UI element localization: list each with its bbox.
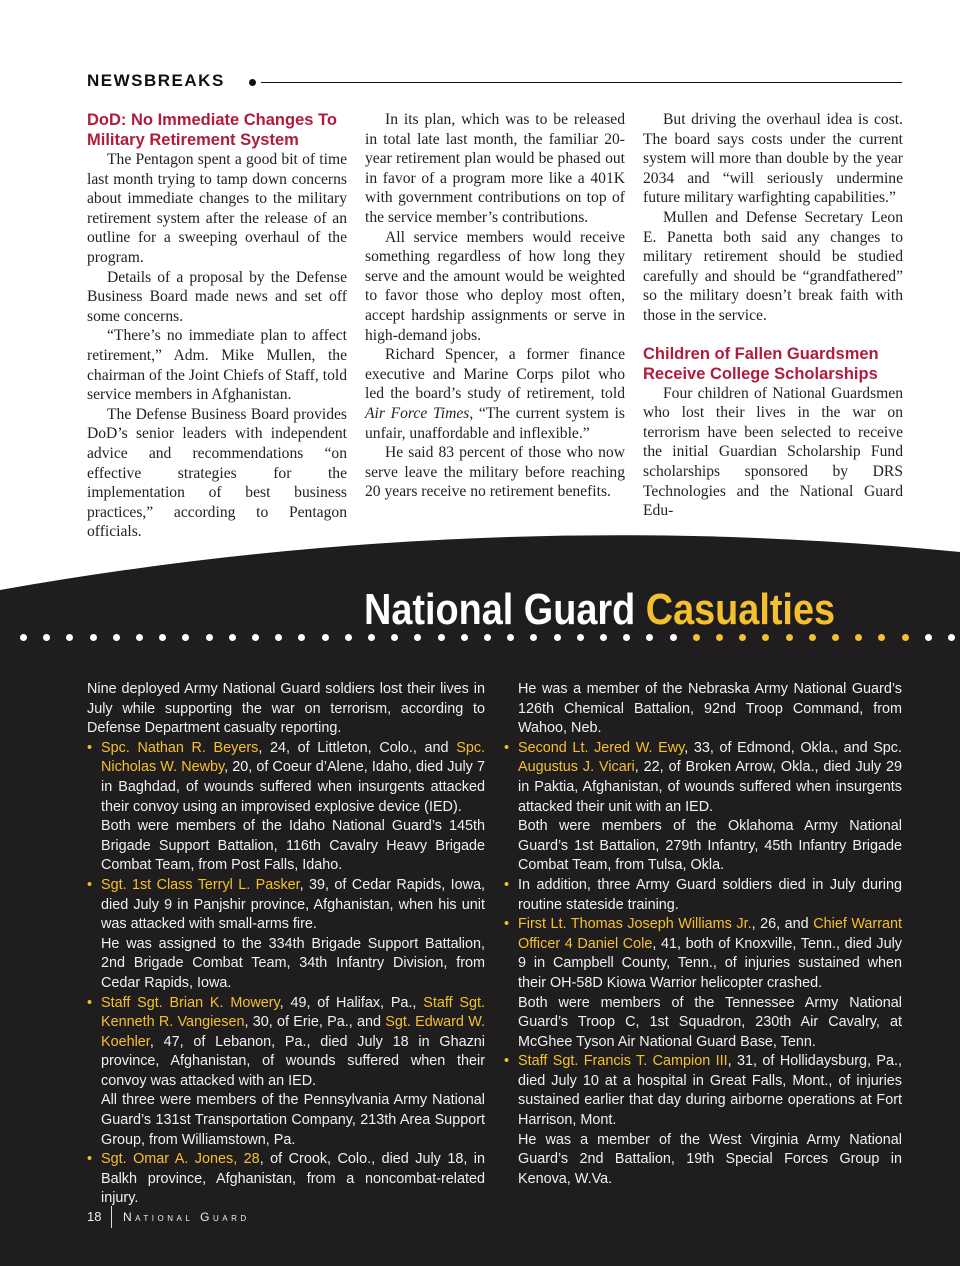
paragraph: Details of a proposal by the Defense Business Board made news and set off some concerns. — [87, 268, 347, 325]
divider-dot — [646, 634, 653, 641]
paragraph-text: , “The current system is unfair, unaffordable and inflexible.” — [365, 404, 625, 442]
entry-text: , 49, of Halifax, Pa., — [279, 994, 424, 1011]
soldier-name: Spc. Nathan R. Beyers — [101, 739, 259, 756]
casualty-entry — [87, 739, 485, 817]
soldier-name: Staff Sgt. Kenneth R. Vangiesen — [101, 994, 485, 1031]
casualty-entry — [504, 876, 902, 915]
entry-text: , 33, of Edmond, Okla., and Spc. — [684, 739, 903, 756]
casualty-column-1 — [87, 680, 485, 1209]
divider-dot — [20, 634, 27, 641]
entry-text: , 22, of Broken Arrow, Okla., died July 29 in Paktia, Afghanistan, of wounds suffered when insurgents attacked their unit with an IED. — [518, 759, 903, 815]
divider-dot — [345, 634, 352, 641]
casualty-entry — [504, 739, 902, 817]
divider-dot — [113, 634, 120, 641]
divider-dot — [252, 634, 259, 641]
soldier-name: Staff Sgt. Brian K. Mowery — [101, 994, 280, 1011]
paragraph: He said 83 percent of those who now serve leave the military before reaching 20 years receive no retirement benefits. — [365, 444, 625, 501]
soldier-name: Sgt. Edward W. Koehler — [101, 1014, 485, 1050]
soldier-name: Staff Sgt. Francis T. Campion III — [518, 1053, 728, 1070]
divider-dot — [507, 634, 514, 641]
divider-dot — [878, 634, 885, 641]
divider-dot — [670, 634, 677, 641]
paragraph: The Defense Business Board provides DoD’s senior leaders with independent advice and recommendations “on effective strategies for the implementation of best business practices,” according to Pentagon officials. — [87, 405, 347, 541]
divider-dot — [623, 634, 630, 641]
divider-dot — [693, 634, 700, 641]
divider-dot — [414, 634, 421, 641]
divider-dot — [902, 634, 909, 641]
divider-dot — [159, 634, 166, 641]
casualty-entry — [87, 1150, 485, 1209]
divider-dot — [925, 634, 932, 641]
divider-dot — [739, 634, 746, 641]
soldier-name: Second Lt. Jered W. Ewy — [518, 739, 685, 756]
unit-paragraph: All three were members of the Pennsylvania Army National Guard’s 131st Transportation Company, 213th Area Support Group, from Williamstown, Pa. — [101, 1092, 485, 1148]
paragraph: Four children of National Guardsmen who lost their lives in the war on terrorism have been selected to receive the initial Guardian Scholarship Fund scholarships sponsored by DRS Technologies and the National Guard Edu- — [643, 384, 903, 520]
casualty-entry — [504, 1052, 902, 1130]
unit-paragraph: Both were members of the Tennessee Army National Guard’s Troop C, 1st Squadron, 230th Air Cavalry, at McGhee Tyson Air National Guard Base, Tenn. — [518, 994, 902, 1050]
page-number: 18 — [87, 1209, 102, 1224]
unit-paragraph: He was a member of the Nebraska Army National Guard’s 126th Chemical Battalion, 92nd Troop Command, from Wahoo, Neb. — [518, 681, 902, 737]
casualty-entry — [87, 994, 485, 1092]
divider-dot — [43, 634, 50, 641]
paragraph: In its plan, which was to be released in total late last month, the familiar 20-year retirement plan would be phased out in favor of a program more like a 401K with government contributions on top of the service member’s contributions. — [365, 111, 625, 226]
entry-text: , 30, of Erie, Pa., and — [244, 1014, 386, 1031]
paragraph: Mullen and Defense Secretary Leon E. Panetta both said any changes to military retirement should be studied carefully and should be “grandfathered” so the military doesn’t break faith with those in the service. — [643, 208, 903, 324]
divider-dot — [530, 634, 537, 641]
entry-text: , 41, both of Knoxville, Tenn., died July 9 in Campbell County, Tenn., of injuries sustained when their OH-58D Kiowa Warrior helicopter crashed. — [518, 935, 902, 991]
soldier-name: Sgt. 1st Class Terryl L. Pasker — [101, 876, 300, 893]
entry-text: , of Crook, Colo., died July 18, in Balkh province, Afghanistan, from a noncombat-related injury. — [101, 1151, 485, 1207]
soldier-name: Sgt. Omar A. Jones, 28 — [101, 1151, 260, 1168]
paragraph-text: Richard Spencer, a former finance executive and Marine Corps pilot who led the board’s study of retirement, told — [365, 346, 625, 403]
soldier-name: First Lt. Thomas Joseph Williams Jr. — [518, 916, 752, 933]
intro-paragraph: Nine deployed Army National Guard soldiers lost their lives in July while supporting the war on terrorism, according to Defense Department casualty reporting. — [87, 681, 485, 737]
entry-text: , 39, of Cedar Rapids, Iowa, died July 9 in Panjshir province, Afghanistan, when his unit was attacked with small-arms fire. — [101, 876, 485, 933]
entry-text: , 47, of Lebanon, Pa., died July 18 in Ghazni province, Afghanistan, of wounds suffered when their convoy was attacked with an IED. — [101, 1033, 485, 1089]
divider-dot — [762, 634, 769, 641]
dot-divider — [0, 631, 960, 645]
entry-text: , 26, and — [751, 916, 814, 933]
unit-paragraph: Both were members of the Idaho National Guard’s 145th Brigade Support Battalion, 116th Cavalry Heavy Brigade Combat Team, from Post Falls, Idaho. — [101, 818, 485, 874]
divider-dot — [66, 634, 73, 641]
entry-text: , 24, of Littleton, Colo., and — [258, 739, 457, 756]
soldier-name: Spc. Nicholas W. Newby — [101, 739, 486, 776]
divider-dot — [809, 634, 816, 641]
divider-dot — [600, 634, 607, 641]
paragraph: But driving the overhaul idea is cost. The board says costs under the current system will more than double by the year 2034 and “will seriously undermine future military warfighting capabilities.” — [643, 111, 903, 207]
divider-dot — [275, 634, 282, 641]
divider-dot — [136, 634, 143, 641]
divider-dot — [554, 634, 561, 641]
divider-dot — [716, 634, 723, 641]
publication-name: Air Force Times — [365, 404, 470, 422]
divider-dot — [438, 634, 445, 641]
divider-dot — [832, 634, 839, 641]
divider-dot — [90, 634, 97, 641]
divider-dot — [855, 634, 862, 641]
paragraph: “There’s no immediate plan to affect retirement,” Adm. Mike Mullen, the chairman of the Joint Chiefs of Staff, told service members in Afghanistan. — [87, 327, 347, 404]
divider-dot — [948, 634, 955, 641]
soldier-name: Augustus J. Vicari — [518, 759, 635, 776]
divider-dot — [182, 634, 189, 641]
casualty-entry — [87, 876, 485, 935]
divider-dot — [577, 634, 584, 641]
entry-text: , 20, of Coeur d’Alene, Idaho, died July 7 in Baghdad, of wounds suffered when insurgents attacked their convoy using an improvised explosive device (IED). — [101, 759, 485, 815]
unit-paragraph: Both were members of the Oklahoma Army National Guard’s 1st Battalion, 279th Infantry, 45th Infantry Brigade Combat Team, from Tulsa, Okla. — [518, 818, 902, 874]
paragraph: All service members would receive something regardless of how long they serve and the amount would be weighted to favor those who deploy most often, accept hardship assignments or serve in high-demand jobs. — [365, 228, 625, 344]
casualty-entry — [504, 915, 902, 993]
divider-dot — [368, 634, 375, 641]
article-headline: DoD: No Immediate Changes To Military Retirement System — [87, 111, 337, 149]
divider-dot — [229, 634, 236, 641]
section-label: NEWSBREAKS — [87, 71, 225, 90]
unit-paragraph: He was a member of the West Virginia Army National Guard’s 2nd Battalion, 19th Special Forces Group in Kenova, W.Va. — [518, 1131, 902, 1187]
title-white: National Guard — [364, 585, 636, 634]
divider-dot — [322, 634, 329, 641]
unit-paragraph: He was assigned to the 334th Brigade Support Battalion, 2nd Brigade Combat Team, 34th Infantry Division, from Cedar Rapids, Iowa. — [101, 935, 485, 991]
footer-divider — [111, 1206, 112, 1228]
magazine-name: National Guard — [123, 1210, 250, 1224]
entry-text: In addition, three Army Guard soldiers died in July during routine stateside training. — [518, 876, 902, 913]
soldier-name: Chief Warrant Officer 4 Daniel Cole — [518, 916, 903, 952]
divider-dot — [461, 634, 468, 641]
divider-dot — [298, 634, 305, 641]
divider-dot — [206, 634, 213, 641]
article-headline: Children of Fallen Guardsmen Receive College Scholarships — [643, 344, 879, 383]
casualty-column-2 — [504, 680, 902, 1189]
paragraph: The Pentagon spent a good bit of time last month trying to tamp down concerns about immediate changes to the military retirement system after the release of an outline for a sweeping overhaul of the program. — [87, 151, 347, 266]
title-yellow: Casualties — [645, 585, 836, 634]
entry-text: , 31, of Hollidaysburg, Pa., died July 10 at a hospital in Great Falls, Mont., of injuries sustained earlier that day during airborne operations at Fort Harrison, Mont. — [518, 1053, 903, 1129]
casualties-title — [364, 585, 835, 635]
divider-dot — [786, 634, 793, 641]
divider-dot — [391, 634, 398, 641]
divider-dot — [484, 634, 491, 641]
